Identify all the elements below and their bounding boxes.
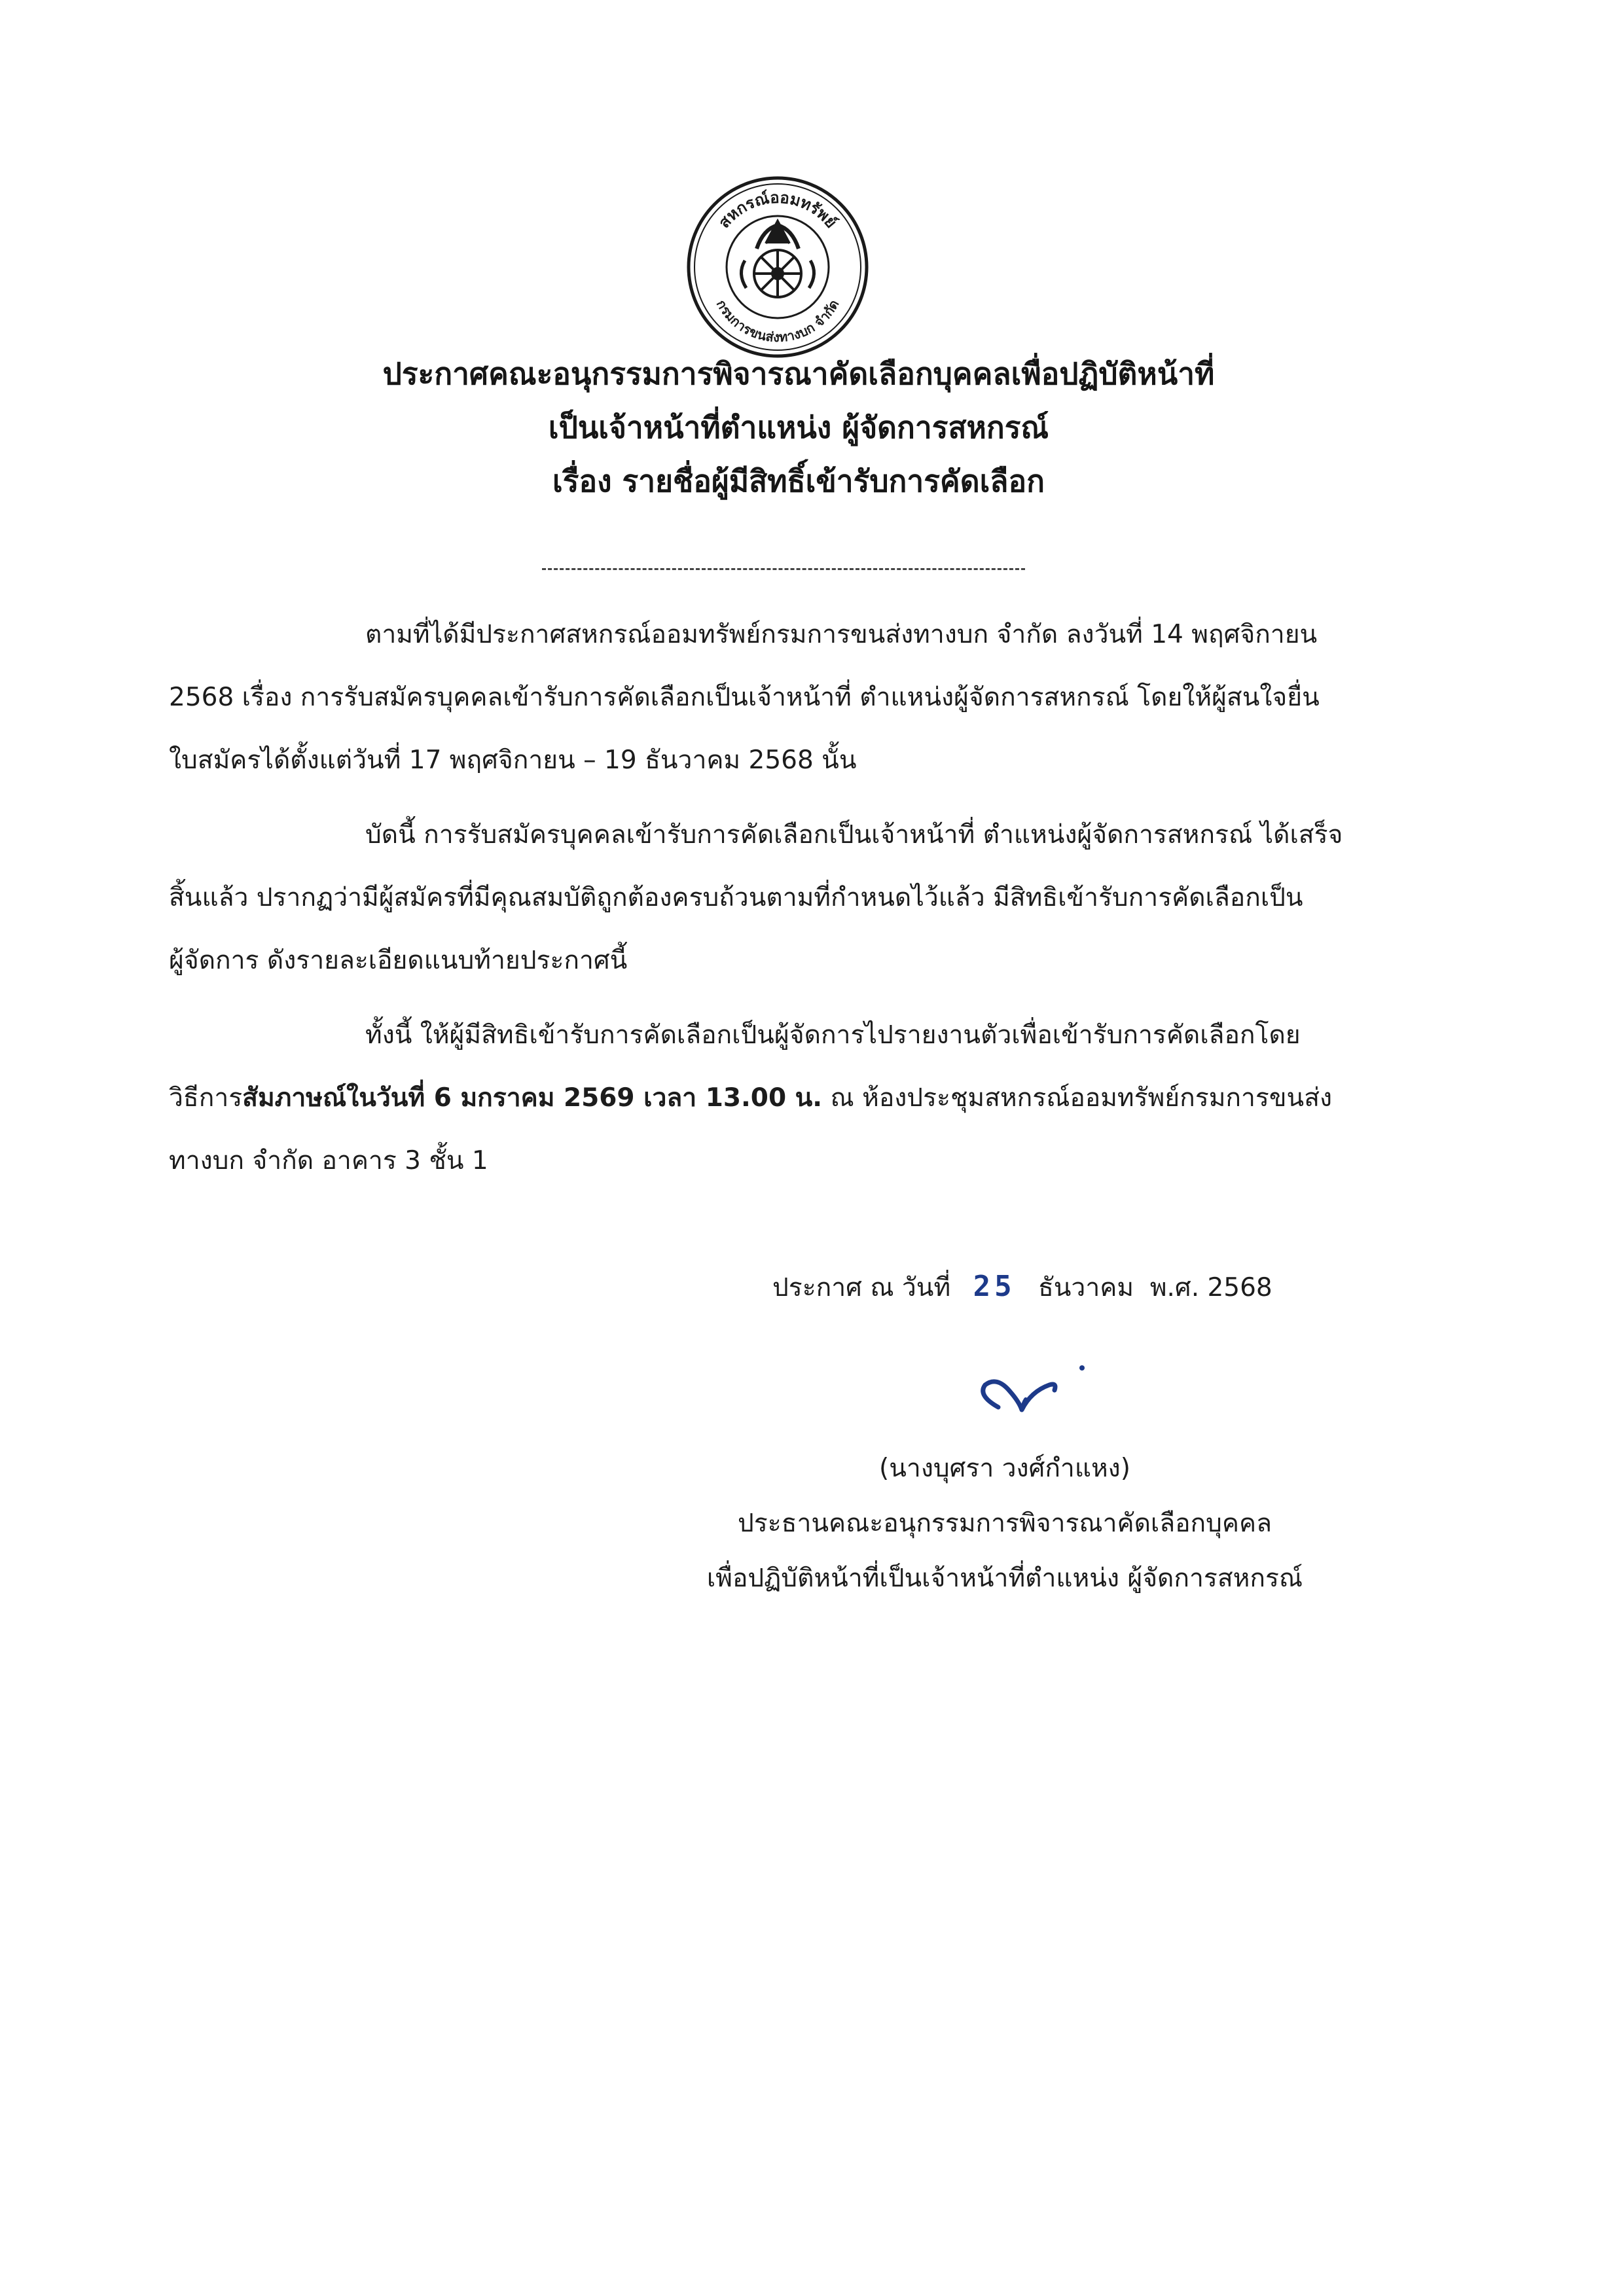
- signer-position-line-1: ประธานคณะอนุกรรมการพิจารณาคัดเลือกบุคคล: [738, 1509, 1272, 1538]
- interview-date-time: สัมภาษณ์ในวันที่ 6 มกราคม 2569 เวลา 13.00 น.: [242, 1083, 823, 1113]
- title-line-1: ประกาศคณะอนุกรรมการพิจารณาคัดเลือกบุคคลเพื่อปฏิบัติหน้าที่: [382, 356, 1215, 391]
- title-line-3: เรื่อง รายชื่อผู้มีสิทธิ์เข้ารับการคัดเลือก: [552, 463, 1045, 499]
- paragraph-2-line-3: ผู้จัดการ ดังรายละเอียดแนบท้ายประกาศนี้: [169, 946, 628, 975]
- date-prefix: ประกาศ ณ วันที่: [772, 1273, 951, 1302]
- svg-text:กรมการขนส่งทางบก จำกัด: [713, 297, 842, 345]
- title-line-2: เป็นเจ้าหน้าที่ตำแหน่ง ผู้จัดการสหกรณ์: [548, 410, 1049, 445]
- paragraph-3-line-1: ทั้งนี้ ให้ผู้มีสิทธิเข้ารับการคัดเลือกเป็นผู้จัดการไปรายงานตัวเพื่อเข้ารับการคัดเลือกโดย: [365, 1020, 1301, 1050]
- interview-location: ณ ห้องประชุมสหกรณ์ออมทรัพย์กรมการขนส่ง: [822, 1083, 1333, 1113]
- handwritten-signature: [959, 1350, 1116, 1435]
- paragraph-1-line-3: ใบสมัครได้ตั้งแต่วันที่ 17 พฤศจิกายน – 19 ธันวาคม 2568 นั้น: [169, 745, 857, 775]
- paragraph-2-line-1: บัดนี้ การรับสมัครบุคคลเข้ารับการคัดเลือกเป็นเจ้าหน้าที่ ตำแหน่งผู้จัดการสหกรณ์ ได้เสร็จ: [365, 820, 1343, 850]
- paragraph-1-line-1: ตามที่ได้มีประกาศสหกรณ์ออมทรัพย์กรมการขนส่งทางบก จำกัด ลงวันที่ 14 พฤศจิกายน: [365, 620, 1318, 649]
- signer-name: (นางบุศรา วงศ์กำแหง): [879, 1454, 1130, 1483]
- paragraph-1-line-2: 2568 เรื่อง การรับสมัครบุคคลเข้ารับการคัดเลือกเป็นเจ้าหน้าที่ ตำแหน่งผู้จัดการสหกรณ์ โดยให้ผู้สนใจยื่น: [169, 683, 1320, 712]
- signer-position-line-2: เพื่อปฏิบัติหน้าที่เป็นเจ้าหน้าที่ตำแหน่ง ผู้จัดการสหกรณ์: [706, 1564, 1303, 1593]
- announcement-title: [196, 347, 1401, 508]
- seal-emblem: [741, 221, 814, 297]
- paragraph-3-line-3: ทางบก จำกัด อาคาร 3 ชั้น 1: [169, 1146, 488, 1175]
- seal-bottom-text: กรมการขนส่งทางบก จำกัด: [713, 296, 842, 346]
- title-divider: [542, 568, 1025, 570]
- announcement-body: [169, 603, 1416, 1204]
- announcement-date: [772, 1267, 1272, 1308]
- cooperative-seal-logo: [686, 175, 869, 359]
- signer-block: [661, 1441, 1348, 1606]
- interview-method-label: วิธีการ: [169, 1083, 243, 1113]
- seal-top-text: สหกรณ์ออมทรัพย์: [715, 188, 840, 232]
- paragraph-1: [169, 603, 1416, 792]
- date-day-handwritten: 25: [973, 1270, 1016, 1303]
- paragraph-3-line-2: [169, 1067, 1416, 1130]
- paragraph-2-line-2: สิ้นแล้ว ปรากฏว่ามีผู้สมัครที่มีคุณสมบัติถูกต้องครบถ้วนตามที่กำหนดไว้แล้ว มีสิทธิเข้ารับการคัดเลือกเป็น: [169, 883, 1303, 912]
- date-month: ธันวาคม: [1038, 1273, 1134, 1302]
- paragraph-3: [169, 1004, 1416, 1193]
- paragraph-2: [169, 804, 1416, 992]
- date-year: พ.ศ. 2568: [1149, 1273, 1272, 1302]
